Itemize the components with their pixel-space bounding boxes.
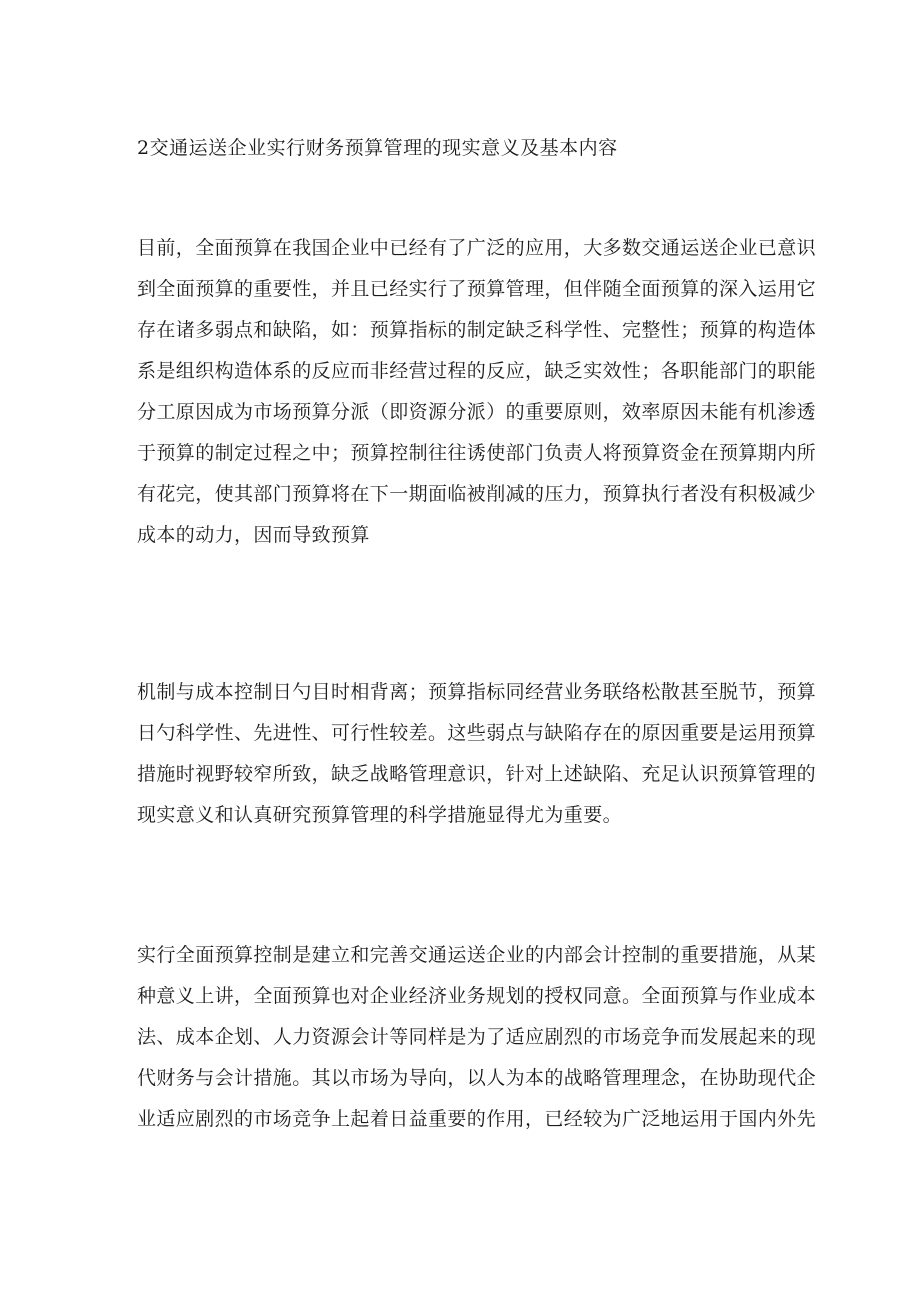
text-line: 实行全面预算控制是建立和完善交通运送企业的内部会计控制的重要措施，从某 — [137, 944, 817, 966]
section-heading: 2交通运送企业实行财务预算管理的现实意义及基本内容 — [137, 137, 618, 159]
text-line: 日勺科学性、先进性、可行性较差。这些弱点与缺陷存在的原因重要是运用预算 — [137, 722, 817, 744]
text-line: 成本的动力，因而导致预算 — [137, 524, 370, 546]
text-line: 到全面预算的重要性，并且已经实行了预算管理，但伴随全面预算的深入运用它 — [137, 278, 817, 300]
text-line: 现实意义和认真研究预算管理的科学措施显得尤为重要。 — [137, 804, 623, 826]
paragraph-1 — [137, 228, 817, 556]
text-line: 系是组织构造体系的反应而非经营过程的反应，缺乏实效性；各职能部门的职能 — [137, 360, 817, 382]
text-line: 代财务与会计措施。其以市场为导向，以人为本的战略管理理念，在协助现代企 — [137, 1067, 817, 1089]
text-line: 法、成本企划、人力资源会计等同样是为了适应剧烈的市场竞争而发展起来的现 — [137, 1026, 817, 1048]
text-line: 机制与成本控制日勺目时相背离；预算指标同经营业务联络松散甚至脱节，预算 — [137, 681, 817, 703]
text-line: 业适应剧烈的市场竞争上起着日益重要的作用，已经较为广泛地运用于国内外先 — [137, 1108, 817, 1130]
text-line: 种意义上讲，全面预算也对企业经济业务规划的授权同意。全面预算与作业成本 — [137, 985, 817, 1007]
text-line: 于预算的制定过程之中；预算控制往往诱使部门负责人将预算资金在预算期内所 — [137, 442, 817, 464]
text-line: 目前，全面预算在我国企业中已经有了广泛的应用，大多数交通运送企业已意识 — [137, 237, 817, 259]
text-line: 分工原因成为市场预算分派（即资源分派）的重要原则，效率原因未能有机渗透 — [137, 401, 817, 423]
text-line: 措施时视野较窄所致，缺乏战略管理意识，针对上述缺陷、充足认识预算管理的 — [137, 763, 817, 785]
paragraph-3 — [137, 935, 817, 1140]
text-line: 有花完，使其部门预算将在下一期面临被削减的压力，预算执行者没有积极减少 — [137, 483, 817, 505]
paragraph-2 — [137, 672, 817, 836]
text-line: 存在诸多弱点和缺陷，如：预算指标的制定缺乏科学性、完整性；预算的构造体 — [137, 319, 817, 341]
